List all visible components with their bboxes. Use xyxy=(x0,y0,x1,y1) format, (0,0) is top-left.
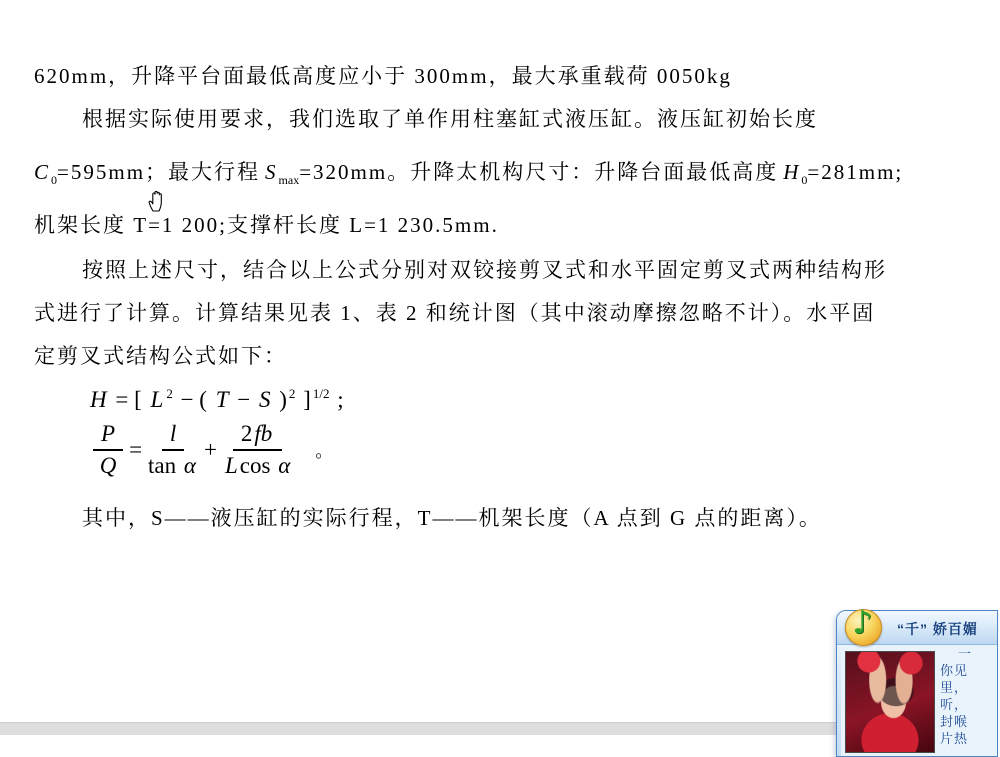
math-token: − xyxy=(237,386,251,412)
fraction xyxy=(148,422,198,478)
paragraph-2: 根据实际使用要求，我们选取了单作用柱塞缸式液压缸。液压缸初始长度 xyxy=(82,107,818,131)
math-token: l xyxy=(162,422,184,451)
ad-popup[interactable] xyxy=(836,603,998,757)
math-token: L xyxy=(150,386,164,412)
math-token: Q xyxy=(99,453,117,479)
paragraph-8: 其中，S——液压缸的实际行程，T——机架长度（A 点到 G 点的距离）。 xyxy=(82,506,822,530)
math-token: ] xyxy=(303,386,311,412)
math-token: ; xyxy=(337,386,344,412)
ad-text-line: 听， xyxy=(940,697,969,712)
math-token xyxy=(223,451,292,478)
paragraph-1: 620mm，升降平台面最低高度应小于 300mm，最大承重载荷 0050kg xyxy=(34,64,732,88)
math-token: P xyxy=(93,422,123,451)
ad-text-line: 你见 xyxy=(940,663,969,678)
math-fn: tan xyxy=(148,453,177,479)
math-sub: max xyxy=(278,173,300,188)
math-token: α xyxy=(278,453,291,479)
math-var-s: S xyxy=(265,160,276,184)
fraction xyxy=(93,422,123,478)
fraction xyxy=(223,422,292,478)
text-run: =320mm。升降太机构尺寸：升降台面最低高度 xyxy=(299,160,779,184)
math-token: S xyxy=(258,386,271,412)
math-sub: 0 xyxy=(801,173,808,188)
math-token: α xyxy=(183,453,196,479)
math-token xyxy=(148,451,198,478)
text-run: =595mm；最大行程 xyxy=(57,160,261,184)
math-var-c: C xyxy=(34,160,49,184)
paragraph-5: 按照上述尺寸，结合以上公式分别对双铰接剪叉式和水平固定剪叉式两种结构形 xyxy=(82,258,887,282)
ad-text-block[interactable] xyxy=(940,645,1000,747)
ad-text-line: 封喉 xyxy=(940,714,969,729)
math-token: + xyxy=(203,437,217,463)
math-token: = [ xyxy=(115,386,142,412)
ad-text-line: 片热 xyxy=(940,731,969,746)
math-token: = xyxy=(129,437,143,463)
math-token: fb xyxy=(254,421,273,446)
bottom-bar xyxy=(0,722,973,735)
ad-text-line: 一 xyxy=(958,646,973,661)
math-token: 。 xyxy=(315,441,334,462)
math-token: L xyxy=(224,453,238,479)
math-var-h: H xyxy=(783,160,799,184)
paragraph-7: 定剪叉式结构公式如下： xyxy=(34,344,287,368)
ad-content[interactable] xyxy=(841,645,997,756)
formula-height xyxy=(88,386,345,413)
ad-text-line: 里， xyxy=(940,680,969,695)
paragraph-4: 机架长度 T=1 200;支撑杆长度 L=1 230.5mm. xyxy=(34,213,499,237)
math-token: H xyxy=(90,386,107,412)
music-icon-note: ♪ xyxy=(852,603,873,641)
math-sup: 2 xyxy=(166,386,173,401)
paragraph-6: 式进行了计算。计算结果见表 1、表 2 和统计图（其中滚动摩擦忽略不计）。水平固 xyxy=(34,301,876,325)
ad-photo[interactable] xyxy=(845,651,935,753)
paragraph-3 xyxy=(34,160,903,188)
formula-force-ratio xyxy=(88,422,333,478)
math-token: T xyxy=(215,386,229,412)
math-token xyxy=(233,422,282,451)
math-fn: cos xyxy=(239,453,271,479)
math-sup: 2 xyxy=(288,386,296,401)
math-sup: 1/2 xyxy=(312,386,330,401)
text-run: =281mm; xyxy=(807,160,904,184)
hand-cursor-icon xyxy=(146,189,168,218)
ad-title: “千” 娇百媚 xyxy=(897,621,978,637)
math-sub: 0 xyxy=(51,173,58,188)
math-token: ) xyxy=(279,386,287,412)
music-note-icon xyxy=(845,605,885,647)
math-token: − ( xyxy=(180,386,207,412)
math-coef: 2 xyxy=(240,421,253,446)
